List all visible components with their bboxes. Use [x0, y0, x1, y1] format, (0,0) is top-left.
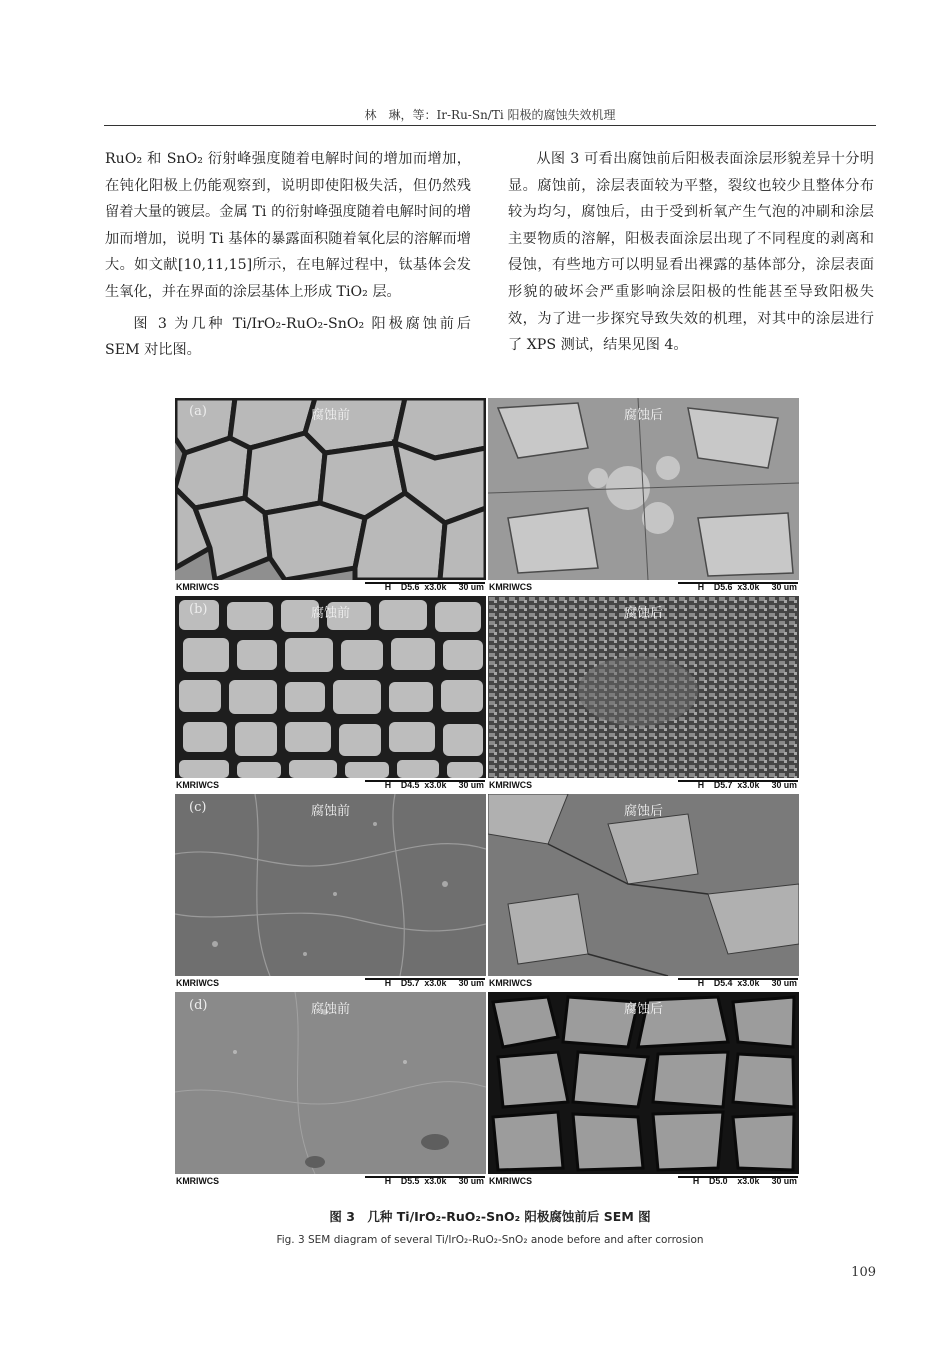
page-number: 109 [851, 1265, 876, 1280]
sem-image-a-after [488, 398, 799, 580]
before-label: 腐蚀前 [310, 804, 350, 819]
right-paragraph-1: 从图 3 可看出腐蚀前后阳极表面涂层形貌差异十分明显。腐蚀前，涂层表面较为平整，裂纹也较少且整体分布较为均匀，腐蚀后，由于受到析氧产生气泡的冲刷和涂层主要物质的溶解，阳极表面涂层出现了不同程度的剥离和侵蚀，有些地方可以明显看出裸露的基体部分，涂层表面形貌的破坏会严重影响涂层阳极的性能甚至导致阳极失效，为了进一步探究导致失效的机理，对其中的涂层进行了 XPS 测试，结果见图 4。 [508, 151, 874, 354]
sem-info-bar [488, 1174, 799, 1189]
lab-label: KMRIWCS [489, 582, 533, 592]
figure-caption-cn: 图 3 几种 Ti/IrO₂-RuO₂-SnO₂ 阳极腐蚀前后 SEM 图 [329, 1209, 651, 1224]
left-paragraph-1: RuO₂ 和 SnO₂ 衍射峰强度随着电解时间的增加而增加，在钝化阳极上仍能观察到，说明即使阳极失活，但仍然残留着大量的镀层。金属 Ti 的衍射峰强度随着电解时间的增加而增加，说明 Ti 基体的暴露面积随着氧化层的溶解而增大。如文献[10,11,15]所示，在电解过程中，钛基体会发生氧化，并在界面的涂层基体上形成 TiO₂ 层。 [105, 151, 471, 300]
sem-image-b-after [488, 596, 799, 778]
lab-label: KMRIWCS [176, 780, 220, 790]
figure-3 [175, 398, 802, 1192]
panel-letter: (b) [189, 602, 208, 617]
figure-caption-en: Fig. 3 SEM diagram of several Ti/IrO₂-RuO₂-SnO₂ anode before and after corrosion [276, 1234, 704, 1246]
figure-row-a [175, 398, 802, 595]
sem-panel-d-before [175, 992, 486, 1189]
figure-row-b [175, 596, 802, 793]
sem-detail: H D5.6 x3.0k 30 um [697, 582, 797, 592]
lab-label: KMRIWCS [176, 582, 220, 592]
after-label: 腐蚀后 [623, 1002, 663, 1017]
sem-info-bar [175, 1174, 486, 1189]
figure-row-d [175, 992, 802, 1189]
panel-letter: (c) [189, 800, 207, 815]
sem-detail: H D5.6 x3.0k 30 um [384, 582, 484, 592]
after-label: 腐蚀后 [623, 606, 663, 621]
sem-image-c-after [488, 794, 799, 976]
after-label: 腐蚀后 [623, 804, 663, 819]
sem-panel-c-before [175, 794, 486, 991]
sem-info-bar [175, 976, 486, 991]
sem-panel-b-after [488, 596, 799, 793]
sem-info-bar [488, 778, 799, 793]
sem-image-d-after [488, 992, 799, 1174]
sem-panel-d-after [488, 992, 799, 1189]
figure-row-c [175, 794, 802, 991]
right-column [508, 146, 874, 359]
before-label: 腐蚀前 [310, 1002, 350, 1017]
sem-image-b-before [175, 596, 486, 778]
lab-label: KMRIWCS [176, 978, 220, 988]
sem-detail: H D5.4 x3.0k 30 um [697, 978, 797, 988]
sem-panel-a-before [175, 398, 486, 595]
lab-label: KMRIWCS [489, 780, 533, 790]
panel-letter: (d) [189, 998, 208, 1013]
lab-label: KMRIWCS [489, 978, 533, 988]
sem-detail: H D5.7 x3.0k 30 um [384, 978, 484, 988]
left-paragraph-2: 图 3 为几种 Ti/IrO₂-RuO₂-SnO₂ 阳极腐蚀前后 SEM 对比图。 [105, 315, 471, 359]
sem-image-a-before [175, 398, 486, 580]
sem-image-c-before [175, 794, 486, 976]
sem-panel-c-after [488, 794, 799, 991]
running-head: 林 琳，等：Ir-Ru-Sn/Ti 阳极的腐蚀失效机理 [364, 108, 616, 122]
before-label: 腐蚀前 [310, 408, 350, 423]
sem-info-bar [488, 580, 799, 595]
lab-label: KMRIWCS [489, 1176, 533, 1186]
sem-image-d-before [175, 992, 486, 1174]
sem-detail: H D5.5 x3.0k 30 um [384, 1176, 484, 1186]
sem-detail: H D4.5 x3.0k 30 um [384, 780, 484, 790]
sem-info-bar [175, 778, 486, 793]
lab-label: KMRIWCS [176, 1176, 220, 1186]
header-rule [104, 125, 876, 126]
sem-panel-a-after [488, 398, 799, 595]
left-column [105, 146, 471, 364]
after-label: 腐蚀后 [623, 408, 663, 423]
sem-detail: H D5.7 x3.0k 30 um [697, 780, 797, 790]
sem-detail: H D5.0 x3.0k 30 um [692, 1176, 797, 1186]
sem-info-bar [175, 580, 486, 595]
panel-letter: (a) [189, 404, 207, 419]
sem-panel-b-before [175, 596, 486, 793]
sem-info-bar [488, 976, 799, 991]
before-label: 腐蚀前 [310, 606, 350, 621]
